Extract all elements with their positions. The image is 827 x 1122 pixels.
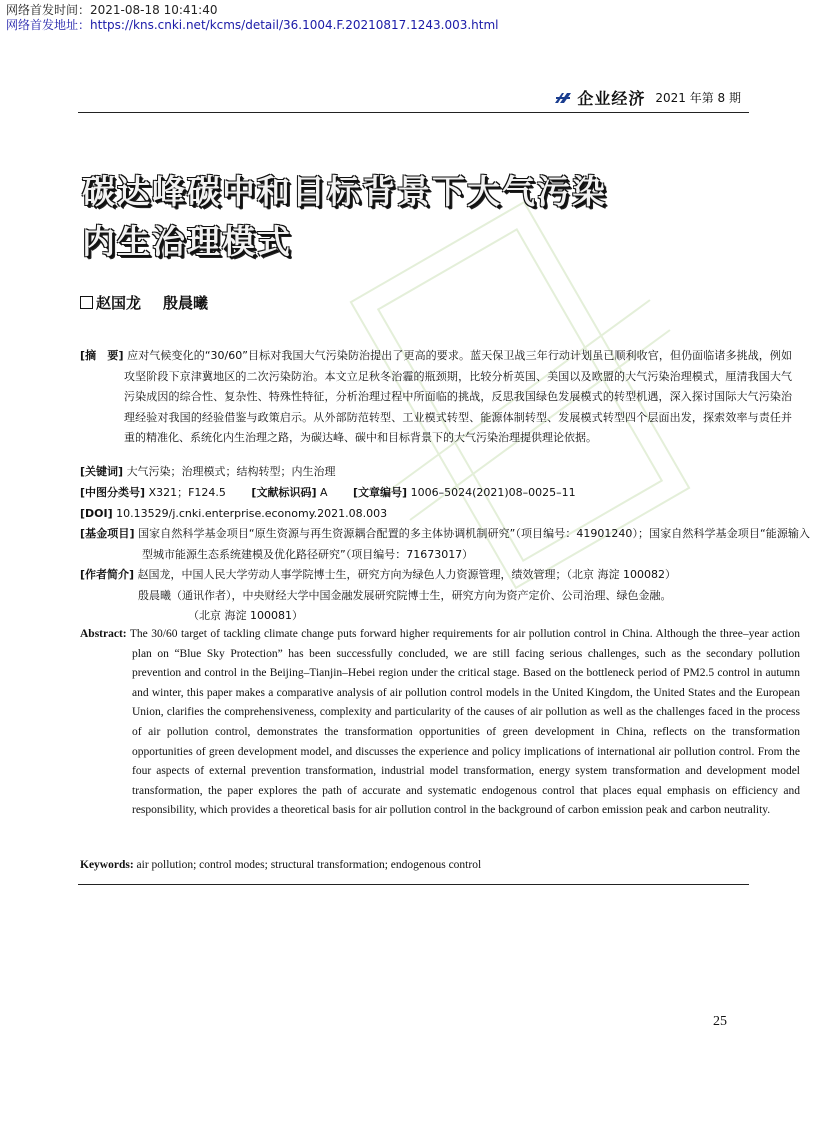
keywords-cn-label: [关键词] xyxy=(80,465,124,478)
keywords-cn xyxy=(80,462,748,483)
author-intro-label: [作者简介] xyxy=(80,568,135,581)
abstract-en-label: Abstract: xyxy=(80,628,127,640)
clc-value: X321；F124.5 xyxy=(148,486,226,499)
page-number: 25 xyxy=(713,1014,727,1029)
abstract-cn xyxy=(80,346,792,449)
online-first-url[interactable] xyxy=(6,18,499,33)
author-intro-line1: 赵国龙，中国人民大学劳动人事学院博士生，研究方向为绿色人力资源管理，绩效管理；（北京 海淀 100082） xyxy=(137,568,677,581)
online-url-link[interactable]: https://kns.cnki.net/kcms/detail/36.1004.F.20210817.1243.003.html xyxy=(90,18,499,32)
journal-name: 企业经济 xyxy=(577,89,646,108)
article-no-value: 1006–5024(2021)08–0025–11 xyxy=(410,486,576,499)
funding-label: [基金项目] xyxy=(80,527,135,540)
journal-issue: 2021 年第 8 期 xyxy=(655,91,741,105)
author-2: 殷晨曦 xyxy=(163,294,209,312)
article-title-line1: 碳达峰碳中和目标背景下大气污染 xyxy=(82,172,607,211)
doc-code-value: A xyxy=(319,486,328,499)
keywords-en-text: air pollution; control modes; structural transformation; endogenous control xyxy=(136,859,482,871)
online-time-label: 网络首发时间： xyxy=(6,3,91,17)
article-title xyxy=(82,167,762,267)
clc-label: [中图分类号] xyxy=(80,486,146,499)
author-intro-line3: （北京 海淀 100081） xyxy=(188,609,303,623)
abstract-cn-label: [摘 要] xyxy=(80,349,124,362)
author-intro-line2: 殷晨曦（通讯作者），中央财经大学中国金融发展研究院博士生，研究方向为资产定价、公司治理、绿色金融。 xyxy=(138,588,672,602)
journal-logo-icon xyxy=(553,90,573,106)
online-url-label: 网络首发地址： xyxy=(6,18,91,32)
keywords-en-label: Keywords: xyxy=(80,859,134,871)
journal-header xyxy=(553,86,741,109)
doi-label: [DOI] xyxy=(80,507,113,520)
author-1: 赵国龙 xyxy=(96,294,142,312)
abstract-en xyxy=(80,625,800,821)
doi-line xyxy=(80,504,748,525)
classification-line xyxy=(80,483,748,504)
doi-value[interactable]: 10.13529/j.cnki.enterprise.economy.2021.08.003 xyxy=(116,507,388,520)
article-no-label: [文章编号] xyxy=(353,486,408,499)
abstract-divider xyxy=(78,884,749,885)
article-title-line2: 内生治理模式 xyxy=(82,222,292,261)
abstract-en-text: The 30/60 target of tackling climate change puts forward higher requirements for air pollution control in China. Although the three–year action plan on “Blue Sky Protection” has been successfully concluded, we are still facing serious challenges, such as the secondary pollution prevention and control in the Beijing–Tianjin–Hebei region under the critical stage. Based on the bottleneck period of PM2.5 control in autumn and winter, this paper makes a comparative analysis of air pollution control models in the United Kingdom, the United States and the European Union, clarifies the comprehensiveness, complexity and particularity of the causes of air pollution as well as the challenges faced in the process of air pollution control, demonstrates the transformation opportunities of green development in China, reflects on the transformation opportunities of green development model, and discusses the experience and policy implications of international air pollution control. From the four aspects of external prevention transformation, industrial model transformation, energy system transformation and development model transformation, the paper explores the path of accurate and systematic endogenous control that places equal emphasis on efficiency and responsibility, which provides a theoretical basis for air pollution control in the background of carbon emission peak and carbon neutrality. xyxy=(129,628,800,817)
online-time-value: 2021-08-18 10:41:40 xyxy=(90,3,218,17)
header-divider xyxy=(78,112,749,113)
online-first-time xyxy=(6,3,217,18)
author-box-icon xyxy=(80,296,93,309)
keywords-en xyxy=(80,859,481,871)
funding-text: 国家自然科学基金项目“原生资源与再生资源耦合配置的多主体协调机制研究”（项目编号：41901240）；国家自然科学基金项目“能源输入型城市能源生态系统建模及优化路径研究”（项目编号：71673017） xyxy=(138,527,811,561)
abstract-cn-text: 应对气候变化的“30/60”目标对我国大气污染防治提出了更高的要求。蓝天保卫战三年行动计划虽已顺利收官，但仍面临诸多挑战，例如攻坚阶段下京津冀地区的二次污染防治。本文立足秋冬治霾的瓶颈期，比较分析英国、美国以及欧盟的大气污染治理模式，厘清我国大气污染成因的综合性、复杂性、特殊性特征，分析治理过程中所面临的挑战，反思我国绿色发展模式的转型机遇，深入探讨国际大气污染治理经验对我国的经验借鉴与政策启示。从外部防范转型、工业模式转型、能源体制转型、发展模式转型四个层面出发，探索效率与责任并重的精准化、系统化内生治理之路，为碳达峰、碳中和目标背景下的大气污染治理提供理论依据。 xyxy=(124,349,793,445)
keywords-cn-text: 大气污染；治理模式；结构转型；内生治理 xyxy=(126,465,336,478)
author-intro xyxy=(80,565,748,627)
funding-info xyxy=(80,524,810,565)
doc-code-label: [文献标识码] xyxy=(251,486,317,499)
author-line xyxy=(80,292,208,313)
